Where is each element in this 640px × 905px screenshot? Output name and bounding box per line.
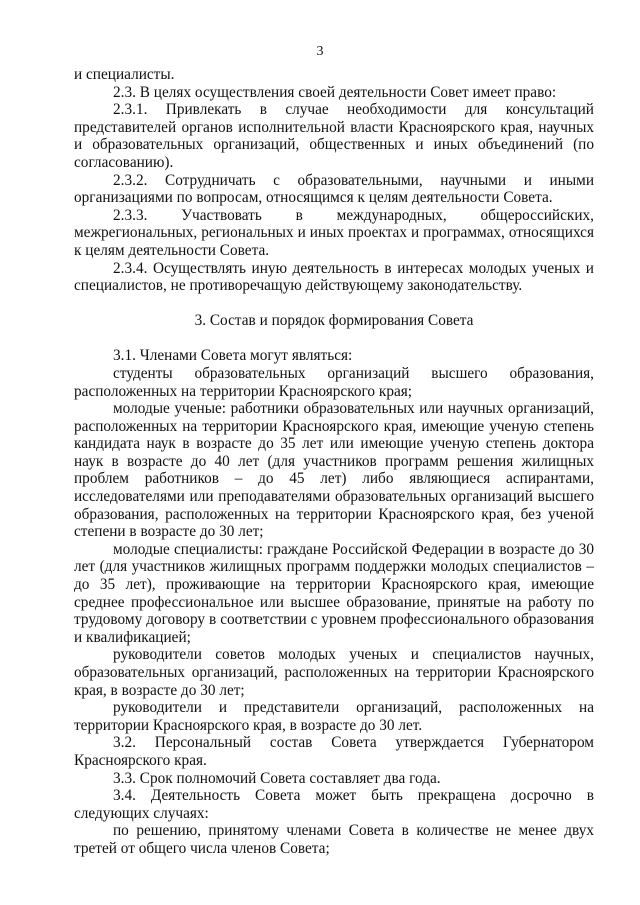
paragraph-continuation: и специалисты. [74, 66, 175, 83]
document-body [74, 66, 594, 858]
paragraph-2-3-4: 2.3.4. Осуществлять иную деятельность в интересах молодых ученых и специалистов, не противоречащую действующему законодательству. [74, 259, 594, 295]
paragraph-3-3: 3.3. Срок полномочий Совета составляет два года. [113, 769, 441, 787]
paragraph-3-1: 3.1. Членами Совета могут являться: [113, 347, 353, 365]
list-item-org-representatives: руководители и представители организаций, расположенных на территории Красноярского края, в возрасте до 30 лет. [74, 699, 594, 734]
list-item-young-specialists: молодые специалисты: граждане Российской Федерации в возрасте до 30 лет (для участников жилищных программ поддержки молодых специалистов – до 35 лет), проживающие на территории Красноярского края, имеющие среднее профессиональное или высшее образование, принятые на работу по трудовому договору в соответствии с уровнем профессионального образования и квалификацией; [74, 540, 594, 646]
list-item-early-termination: по решению, принятому членами Совета в количестве не менее двух третей от общего числа членов Совета; [74, 822, 594, 857]
list-item-students: студенты образовательных организаций высшего образования, расположенных на территории Красноярского края; [74, 364, 594, 400]
paragraph-2-3-1: 2.3.1. Привлекать в случае необходимости для консультаций представителей органов исполнительной власти Красноярского края, научных и образовательных организаций, общественных и иных объединений (по согласованию). [74, 101, 594, 171]
list-item-council-heads: руководители советов молодых ученых и специалистов научных, образовательных организаций, расположенных на территории Красноярского края, в возрасте до 30 лет; [74, 646, 594, 699]
paragraph-3-4: 3.4. Деятельность Совета может быть прекращена досрочно в следующих случаях: [74, 787, 594, 822]
paragraph-2-3-3: 2.3.3. Участвовать в международных, общероссийских, межрегиональных, региональных и иных проектах и программах, относящихся к целям деятельности Совета. [74, 206, 594, 259]
paragraph-2-3: 2.3. В целях осуществления своей деятельности Совет имеет право: [113, 83, 557, 101]
list-item-young-scientists: молодые ученые: работники образовательных или научных организаций, расположенных на территории Красноярского края, имеющие ученую степень кандидата наук в возрасте до 35 лет или имеющие ученую степень доктора наук в возрасте до 40 лет (для участников программ решения жилищных проблем работников – до 45 лет) либо являющиеся аспирантами, исследователями или преподавателями образовательных организаций высшего образования, расположенных на территории Красноярского края, без ученой степени в возрасте до 30 лет; [74, 400, 594, 541]
section-heading: 3. Состав и порядок формирования Совета [194, 311, 474, 329]
paragraph-3-2: 3.2. Персональный состав Совета утверждается Губернатором Красноярского края. [74, 734, 594, 769]
page-number: 3 [316, 44, 324, 59]
paragraph-2-3-2: 2.3.2. Сотрудничать с образовательными, научными и иными организациями по вопросам, относящимся к целям деятельности Совета. [74, 171, 594, 207]
